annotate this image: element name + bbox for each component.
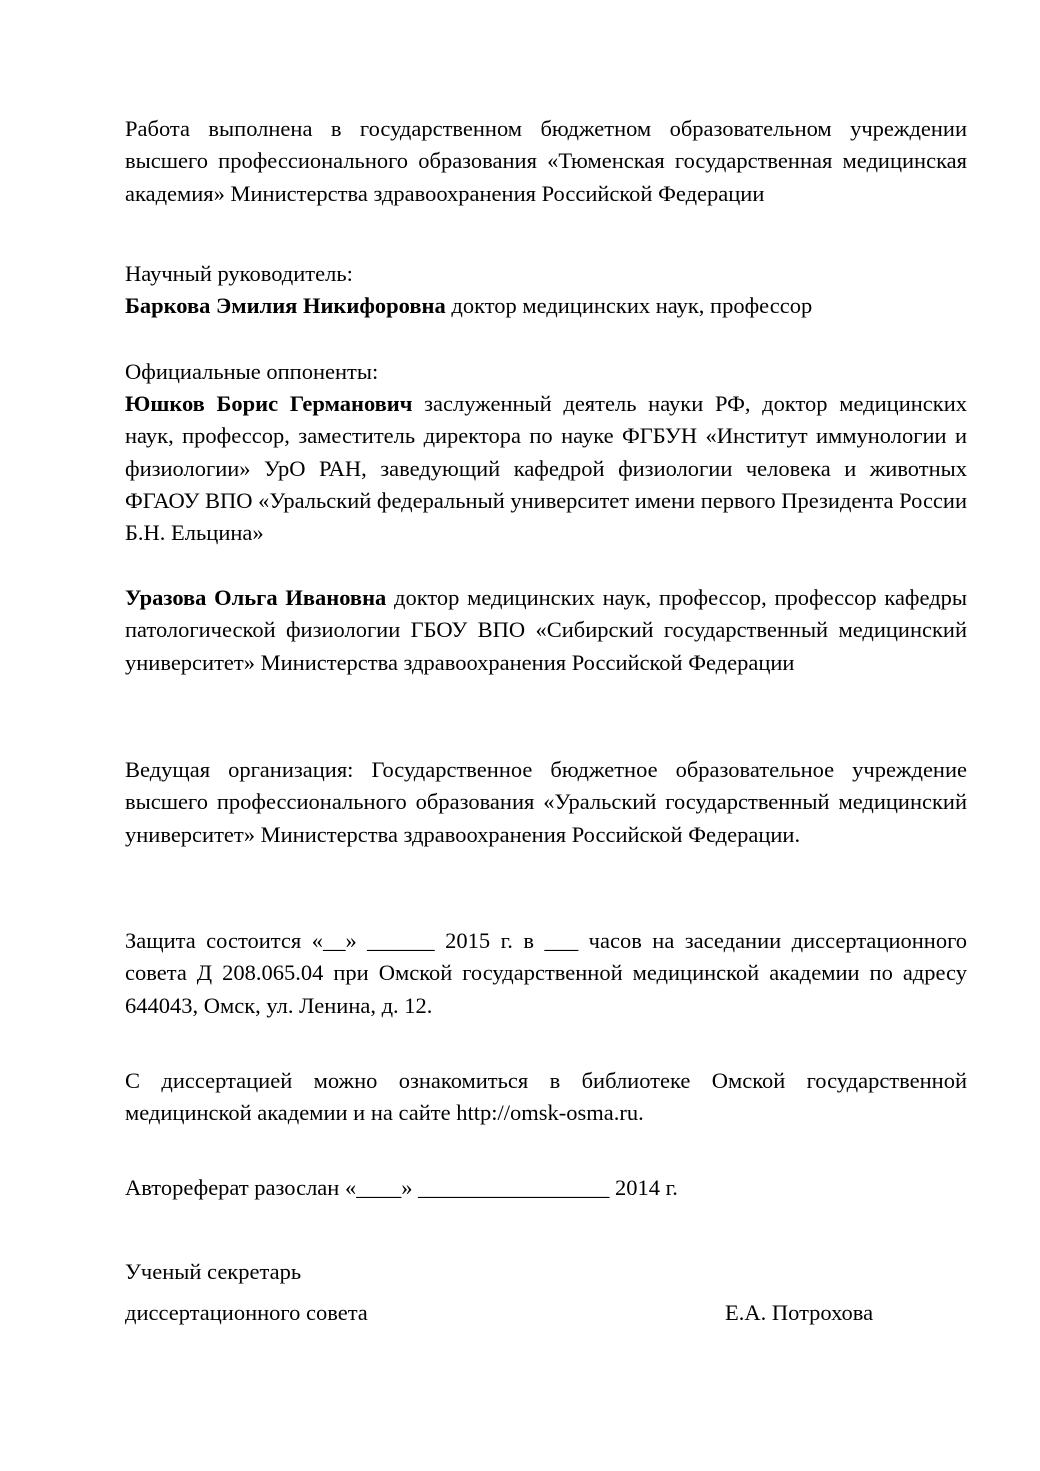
supervisor-heading: Научный руководитель:	[125, 261, 353, 286]
secretary-title-line2: диссертационного совета	[125, 1300, 368, 1325]
opponent-paragraph-2	[125, 582, 967, 679]
library-paragraph: С диссертацией можно ознакомиться в библиотеке Омской государственной медицинской академии и на сайте http://omsk-osma.ru.	[125, 1068, 967, 1126]
supervisor-paragraph	[125, 290, 967, 322]
opponents-heading: Официальные оппоненты:	[125, 359, 379, 384]
supervisor-name: Баркова Эмилия Никифоровна	[125, 293, 446, 318]
defense-paragraph: Защита состоится «__» ______ 2015 г. в ___ часов на заседании диссертационного совета Д 208.065.04 при Омской государственной медицинской академии по адресу 644043, Омск, ул. Ленина, д. 12.	[125, 928, 967, 1018]
supervisor-details: доктор медицинских наук, профессор	[445, 293, 813, 318]
leading-organization-paragraph: Ведущая организация: Государственное бюджетное образовательное учреждение высшего профессионального образования «Уральский государственный медицинский университет» Министерства здравоохранения Российской Федерации.	[125, 757, 967, 847]
opponent-paragraph-1	[125, 388, 967, 549]
opponent-1-name: Юшков Борис Германович	[125, 391, 413, 416]
institution-paragraph: Работа выполнена в государственном бюджетном образовательном учреждении высшего профессионального образования «Тюменская государственная медицинская академия» Министерства здравоохранения Российской Федерации	[125, 116, 967, 206]
opponent-2-name: Уразова Ольга Ивановна	[125, 585, 387, 610]
opponent-2-details: доктор медицинских наук, профессор, профессор кафедры патологической физиологии ГБОУ ВПО «Сибирский государственный медицинский университет» Министерства здравоохранения Российской Федерации	[125, 585, 968, 675]
mailing-date-line: Автореферат разослан «____» _________________ 2014 г.	[125, 1175, 678, 1200]
secretary-title-line1: Ученый секретарь	[125, 1259, 302, 1284]
opponent-1-details: заслуженный деятель науки РФ, доктор медицинских наук, профессор, заместитель директора по науке ФГБУН «Институт иммунологии и физиологии» УрО РАН, заведующий кафедрой физиологии человека и животных ФГАОУ ВПО «Уральский федеральный университет имени первого Президента России Б.Н. Ельцина»	[125, 391, 967, 546]
secretary-name: Е.А. Потрохова	[725, 1300, 874, 1325]
